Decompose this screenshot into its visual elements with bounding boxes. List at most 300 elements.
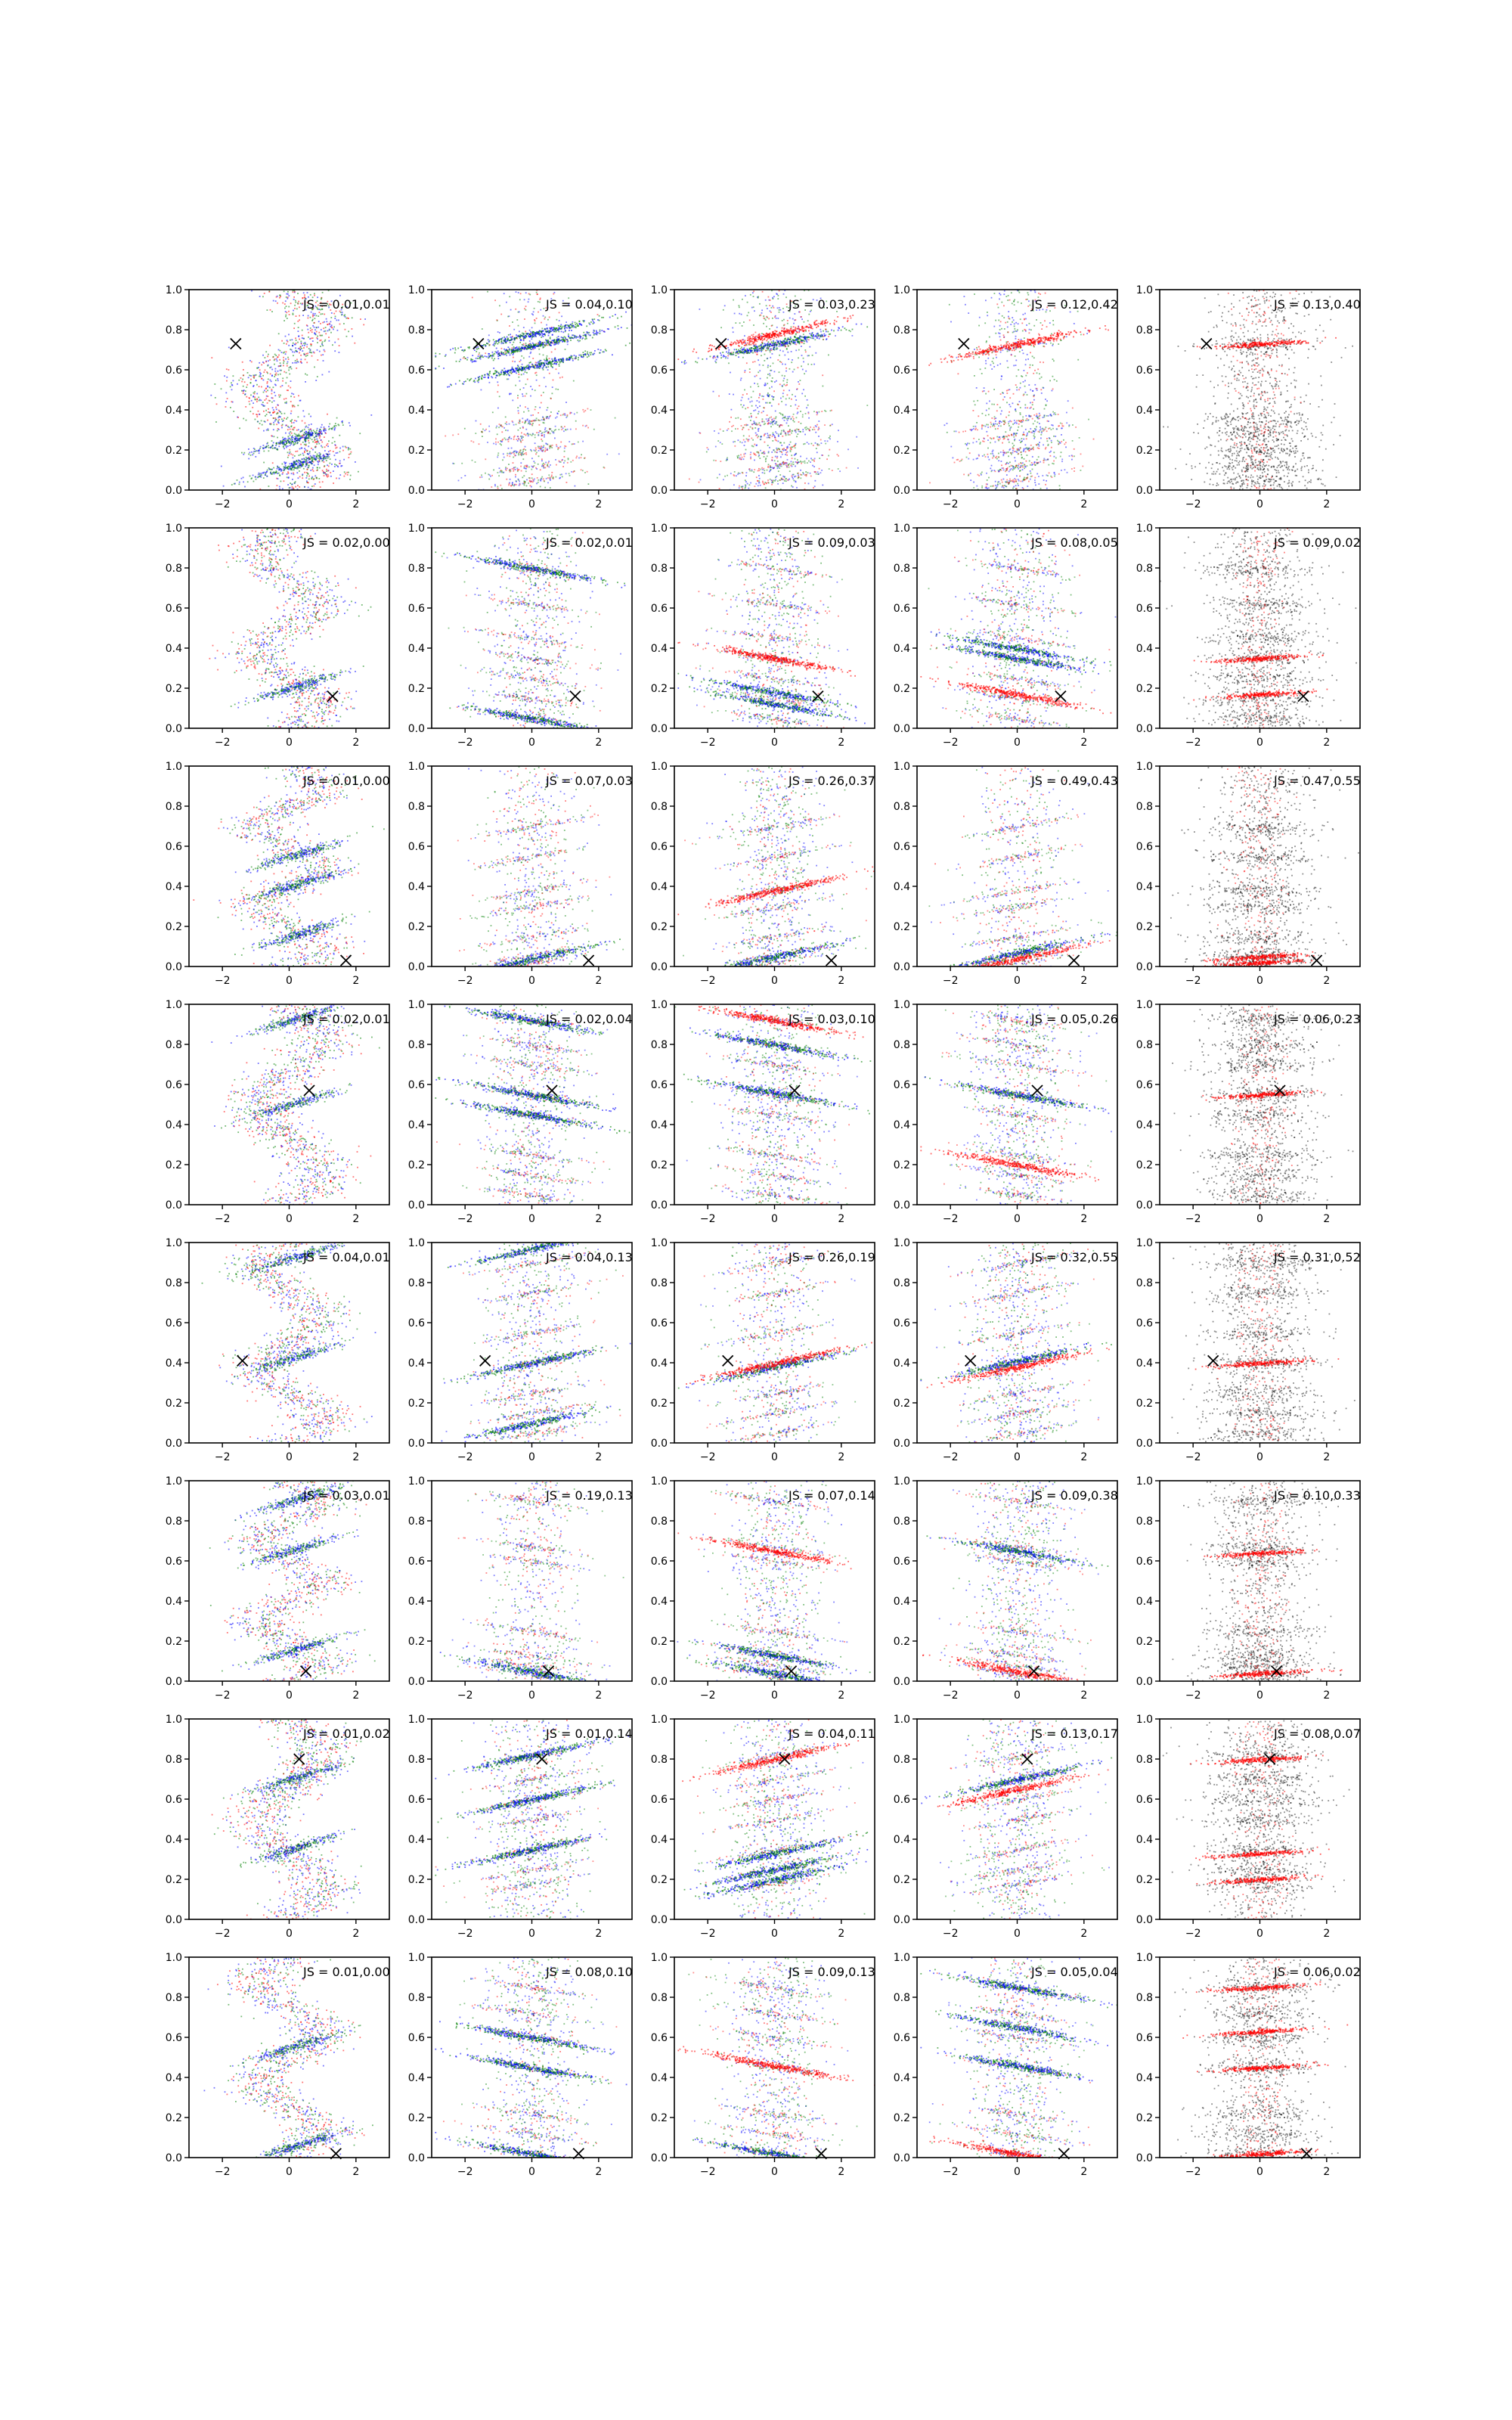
y-tick-label: 0.2	[408, 1636, 425, 1648]
y-tick-label: 0.8	[408, 324, 425, 337]
x-tick-label: −2	[1185, 1213, 1201, 1225]
scatter-points	[425, 1481, 633, 1689]
scatter-points	[413, 528, 634, 737]
x-tick-label: 2	[1080, 1689, 1087, 1702]
y-tick-label: 0.0	[408, 485, 425, 497]
y-tick-label: 0.0	[166, 485, 182, 497]
x-tick-label: 2	[1323, 2166, 1330, 2178]
y-tick-label: 0.6	[166, 841, 182, 853]
js-annotation: JS = 0.05,0.26	[1030, 1012, 1118, 1026]
x-tick-label: −2	[215, 975, 231, 987]
y-tick-label: 0.4	[1136, 1596, 1153, 1608]
x-tick-label: −2	[215, 1928, 231, 1940]
scatter-points	[210, 290, 372, 491]
y-tick-label: 0.2	[408, 1874, 425, 1886]
scatter-points	[922, 1481, 1114, 1689]
y-tick-label: 1.0	[166, 1475, 182, 1488]
scatter-points	[447, 766, 634, 983]
y-tick-label: 0.2	[651, 1874, 668, 1886]
panel-r8-c5	[1136, 1952, 1361, 2178]
y-tick-label: 0.8	[1136, 1992, 1153, 2004]
js-annotation: JS = 0.19,0.13	[545, 1488, 633, 1503]
y-tick-label: 0.8	[651, 563, 668, 575]
js-annotation: JS = 0.01,0.00	[302, 1965, 390, 1979]
y-tick-label: 0.2	[408, 445, 425, 457]
js-annotation: JS = 0.08,0.10	[545, 1965, 633, 1979]
y-tick-label: 1.0	[651, 1952, 668, 1964]
x-tick-label: −2	[943, 2166, 959, 2178]
y-tick-label: 0.4	[651, 1119, 668, 1131]
x-tick-label: 2	[1323, 1213, 1330, 1225]
panel-r1-c3	[651, 284, 876, 510]
x-marker	[1022, 1754, 1033, 1764]
y-tick-label: 0.6	[651, 841, 668, 853]
y-tick-label: 0.2	[894, 683, 910, 695]
y-tick-label: 0.4	[1136, 1834, 1153, 1846]
y-tick-label: 0.2	[651, 921, 668, 933]
panel-r1-c5	[1136, 284, 1361, 510]
y-tick-label: 0.4	[166, 1834, 182, 1846]
x-tick-label: 2	[595, 2166, 602, 2178]
y-tick-label: 0.2	[894, 1874, 910, 1886]
x-tick-label: 0	[1014, 2166, 1021, 2178]
x-marker	[231, 339, 241, 349]
x-tick-label: 2	[595, 1451, 602, 1463]
y-tick-label: 0.0	[1136, 1438, 1153, 1450]
scatter-points	[677, 766, 874, 978]
y-tick-label: 0.8	[1136, 324, 1153, 337]
x-tick-label: −2	[215, 737, 231, 749]
panel-r5-c5	[1136, 1237, 1361, 1463]
x-tick-label: −2	[1185, 2166, 1201, 2178]
y-tick-label: 0.6	[894, 1794, 910, 1806]
y-tick-label: 1.0	[166, 284, 182, 296]
y-tick-label: 1.0	[894, 523, 910, 535]
x-tick-label: 2	[838, 737, 844, 749]
x-tick-label: 0	[528, 1213, 535, 1225]
y-tick-label: 0.8	[651, 801, 668, 813]
x-tick-label: 0	[286, 1928, 293, 1940]
y-tick-label: 0.8	[408, 1516, 425, 1528]
y-tick-label: 0.6	[651, 1079, 668, 1091]
x-tick-label: −2	[943, 975, 959, 987]
x-tick-label: 0	[286, 737, 293, 749]
x-tick-label: −2	[943, 1689, 959, 1702]
x-tick-label: 0	[1014, 1928, 1021, 1940]
x-tick-label: 2	[352, 1689, 359, 1702]
y-tick-label: 0.6	[166, 1794, 182, 1806]
y-tick-label: 0.6	[166, 1556, 182, 1568]
y-tick-label: 0.6	[166, 603, 182, 615]
y-tick-label: 1.0	[651, 284, 668, 296]
x-tick-label: 0	[286, 1451, 293, 1463]
js-annotation: JS = 0.04,0.13	[545, 1250, 633, 1264]
y-tick-label: 0.4	[1136, 405, 1153, 417]
y-tick-label: 0.0	[408, 1676, 425, 1688]
y-tick-label: 0.4	[894, 1119, 910, 1131]
x-tick-label: −2	[457, 975, 473, 987]
js-annotation: JS = 0.04,0.10	[545, 297, 633, 312]
x-tick-label: 2	[352, 1451, 359, 1463]
x-tick-label: 2	[352, 1928, 359, 1940]
scatter-points	[677, 290, 875, 495]
y-tick-label: 1.0	[408, 999, 425, 1011]
x-marker	[1312, 955, 1322, 966]
js-annotation: JS = 0.13,0.17	[1030, 1727, 1118, 1741]
y-tick-label: 0.4	[166, 1596, 182, 1608]
scatter-points	[435, 1957, 633, 2174]
x-tick-label: −2	[943, 1928, 959, 1940]
y-tick-label: 0.6	[894, 1556, 910, 1568]
y-tick-label: 0.0	[894, 485, 910, 497]
scatter-points	[1142, 766, 1392, 977]
y-tick-label: 1.0	[894, 1952, 910, 1964]
panel-r2-c5	[1136, 523, 1361, 749]
y-tick-label: 0.0	[651, 1914, 668, 1926]
js-annotation: JS = 0.03,0.10	[788, 1012, 875, 1026]
x-tick-label: 2	[838, 498, 844, 510]
y-tick-label: 0.2	[1136, 683, 1153, 695]
js-annotation: JS = 0.01,0.02	[302, 1727, 390, 1741]
y-tick-label: 0.8	[651, 324, 668, 337]
panel-r2-c4	[894, 523, 1119, 749]
y-tick-label: 0.4	[408, 1834, 425, 1846]
axes-frame	[917, 528, 1117, 728]
y-tick-label: 0.0	[894, 961, 910, 973]
y-tick-label: 0.2	[166, 1398, 182, 1410]
scatter-points	[202, 1236, 376, 1444]
x-tick-label: 0	[1256, 1213, 1263, 1225]
x-tick-label: 2	[352, 975, 359, 987]
scatter-points	[921, 1719, 1112, 1921]
js-annotation: JS = 0.31,0.52	[1273, 1250, 1361, 1264]
y-tick-label: 0.4	[894, 1834, 910, 1846]
x-tick-label: −2	[457, 498, 473, 510]
js-annotation: JS = 0.26,0.19	[788, 1250, 875, 1264]
js-annotation: JS = 0.01,0.00	[302, 774, 390, 788]
x-tick-label: 0	[1256, 1689, 1263, 1702]
y-tick-label: 1.0	[166, 761, 182, 773]
x-marker	[341, 955, 352, 966]
js-annotation: JS = 0.47,0.55	[1273, 774, 1361, 788]
x-tick-label: −2	[700, 1213, 716, 1225]
y-tick-label: 0.6	[408, 1556, 425, 1568]
js-annotation: JS = 0.12,0.42	[1030, 297, 1118, 312]
x-marker	[480, 1355, 491, 1366]
panel-r1-c2	[408, 284, 634, 510]
x-tick-label: −2	[1185, 1451, 1201, 1463]
x-tick-label: 2	[838, 1213, 844, 1225]
axes-frame	[1160, 1243, 1360, 1443]
scatter-points	[435, 1720, 643, 1921]
panel-r6-c4	[894, 1475, 1118, 1702]
y-tick-label: 0.2	[651, 1636, 668, 1648]
y-tick-label: 0.0	[894, 723, 910, 735]
x-marker	[570, 691, 581, 702]
scatter-points	[1145, 1004, 1368, 1205]
y-tick-label: 0.8	[166, 1039, 182, 1051]
y-tick-label: 0.2	[894, 1636, 910, 1648]
panel-r4-c5	[1136, 999, 1368, 1225]
y-tick-label: 0.4	[894, 1357, 910, 1370]
scatter-points	[1160, 528, 1357, 729]
y-tick-label: 0.6	[408, 1794, 425, 1806]
x-tick-label: 0	[1014, 1689, 1021, 1702]
panel-r4-c1	[166, 992, 394, 1225]
axes-frame	[674, 1957, 875, 2158]
panel-r6-c2	[408, 1475, 634, 1702]
axes-frame	[1160, 1481, 1360, 1681]
js-annotation: JS = 0.04,0.11	[788, 1727, 875, 1741]
y-tick-label: 0.8	[1136, 1039, 1153, 1051]
x-tick-label: −2	[700, 498, 716, 510]
x-tick-label: 2	[1323, 498, 1330, 510]
y-tick-label: 0.2	[1136, 1398, 1153, 1410]
x-tick-label: 0	[771, 975, 778, 987]
y-tick-label: 0.0	[1136, 2152, 1153, 2164]
x-tick-label: −2	[700, 1451, 716, 1463]
y-tick-label: 0.4	[408, 643, 425, 655]
y-tick-label: 0.0	[166, 1676, 182, 1688]
panel-r5-c3	[651, 1237, 876, 1463]
y-tick-label: 0.0	[894, 1438, 910, 1450]
y-tick-label: 0.2	[166, 445, 182, 457]
scatter-points	[675, 999, 872, 1211]
y-tick-label: 1.0	[1136, 1237, 1153, 1249]
y-tick-label: 0.8	[408, 1754, 425, 1766]
x-tick-label: 0	[771, 1213, 778, 1225]
x-tick-label: 0	[1256, 498, 1263, 510]
x-tick-label: 2	[595, 1928, 602, 1940]
panel-r4-c3	[651, 999, 875, 1225]
y-tick-label: 0.4	[651, 405, 668, 417]
y-tick-label: 0.8	[894, 801, 910, 813]
x-marker	[584, 955, 594, 966]
y-tick-label: 1.0	[651, 523, 668, 535]
x-tick-label: 0	[286, 498, 293, 510]
y-tick-label: 0.6	[651, 365, 668, 377]
scatter-points	[1141, 1720, 1371, 1921]
panel-r4-c4	[894, 999, 1119, 1225]
js-annotation: JS = 0.01,0.01	[302, 297, 390, 312]
y-tick-label: 0.4	[1136, 881, 1153, 893]
y-tick-label: 0.0	[651, 961, 668, 973]
panel-r2-c2	[408, 523, 634, 749]
panel-r5-c2	[408, 1227, 634, 1463]
x-tick-label: 2	[1080, 498, 1087, 510]
y-tick-label: 1.0	[408, 1952, 425, 1964]
y-tick-label: 0.6	[651, 1794, 668, 1806]
y-tick-label: 0.0	[894, 1199, 910, 1212]
y-tick-label: 0.4	[894, 881, 910, 893]
x-tick-label: 0	[771, 737, 778, 749]
y-tick-label: 1.0	[408, 761, 425, 773]
panel-r6-c1	[166, 1475, 390, 1702]
y-tick-label: 0.2	[894, 1398, 910, 1410]
y-tick-label: 1.0	[1136, 999, 1153, 1011]
y-tick-label: 0.8	[651, 1992, 668, 2004]
y-tick-label: 1.0	[166, 523, 182, 535]
x-tick-label: 0	[286, 1213, 293, 1225]
scatter-points	[928, 290, 1119, 494]
y-tick-label: 0.2	[1136, 1874, 1153, 1886]
y-tick-label: 0.2	[166, 1159, 182, 1171]
y-tick-label: 0.0	[166, 1199, 182, 1212]
y-tick-label: 1.0	[894, 1237, 910, 1249]
y-tick-label: 0.8	[408, 1277, 425, 1289]
js-annotation: JS = 0.09,0.38	[1030, 1488, 1118, 1503]
x-tick-label: −2	[215, 1689, 231, 1702]
y-tick-label: 0.8	[651, 1754, 668, 1766]
js-annotation: JS = 0.08,0.07	[1273, 1727, 1361, 1741]
js-annotation: JS = 0.03,0.23	[788, 297, 875, 312]
x-tick-label: −2	[457, 1213, 473, 1225]
y-tick-label: 0.8	[166, 1277, 182, 1289]
panel-r6-c3	[651, 1475, 876, 1702]
x-tick-label: 0	[771, 1451, 778, 1463]
y-tick-label: 0.4	[894, 1596, 910, 1608]
y-tick-label: 1.0	[408, 284, 425, 296]
x-marker	[1069, 955, 1080, 966]
y-tick-label: 0.8	[166, 801, 182, 813]
y-tick-label: 0.8	[1136, 1277, 1153, 1289]
panel-r7-c4	[894, 1714, 1118, 1940]
js-annotation: JS = 0.09,0.02	[1273, 535, 1361, 550]
js-annotation: JS = 0.03,0.01	[302, 1488, 390, 1503]
y-tick-label: 0.6	[1136, 841, 1153, 853]
x-tick-label: 0	[1256, 1451, 1263, 1463]
x-tick-label: 2	[352, 1213, 359, 1225]
panel-r7-c3	[651, 1714, 876, 1940]
y-tick-label: 0.0	[166, 723, 182, 735]
y-tick-label: 1.0	[894, 999, 910, 1011]
y-tick-label: 0.4	[894, 2072, 910, 2084]
x-tick-label: 0	[771, 1928, 778, 1940]
y-tick-label: 0.2	[1136, 1159, 1153, 1171]
axes-frame	[189, 1957, 389, 2158]
y-tick-label: 0.8	[894, 324, 910, 337]
x-tick-label: −2	[1185, 1689, 1201, 1702]
scatter-points	[673, 1719, 876, 1919]
y-tick-label: 0.4	[894, 643, 910, 655]
y-tick-label: 0.0	[1136, 1199, 1153, 1212]
y-tick-label: 0.8	[166, 324, 182, 337]
y-tick-label: 0.8	[651, 1277, 668, 1289]
y-tick-label: 0.8	[894, 1992, 910, 2004]
panel-r7-c5	[1136, 1714, 1371, 1940]
x-tick-label: −2	[457, 2166, 473, 2178]
x-tick-label: 0	[1014, 737, 1021, 749]
x-marker	[959, 339, 969, 349]
y-tick-label: 0.6	[1136, 603, 1153, 615]
x-tick-label: 2	[595, 1213, 602, 1225]
y-tick-label: 0.4	[408, 2072, 425, 2084]
panel-r8-c4	[894, 1952, 1118, 2178]
y-tick-label: 0.2	[894, 445, 910, 457]
js-annotation: JS = 0.09,0.03	[788, 535, 875, 550]
x-tick-label: 2	[595, 737, 602, 749]
x-tick-label: 2	[1323, 1451, 1330, 1463]
js-annotation: JS = 0.02,0.00	[302, 535, 390, 550]
y-tick-label: 0.2	[894, 1159, 910, 1171]
y-tick-label: 0.6	[408, 365, 425, 377]
y-tick-label: 0.2	[166, 1636, 182, 1648]
x-tick-label: 0	[528, 1689, 535, 1702]
y-tick-label: 0.8	[894, 1039, 910, 1051]
x-marker	[304, 1085, 314, 1096]
x-tick-label: −2	[700, 1928, 716, 1940]
axes-frame	[432, 1243, 632, 1443]
axes-frame	[917, 766, 1117, 966]
y-tick-label: 0.4	[166, 1357, 182, 1370]
y-tick-label: 0.0	[651, 1438, 668, 1450]
y-tick-label: 0.6	[408, 841, 425, 853]
y-tick-label: 1.0	[1136, 523, 1153, 535]
axes-frame	[189, 290, 389, 490]
y-tick-label: 1.0	[1136, 761, 1153, 773]
x-tick-label: −2	[1185, 498, 1201, 510]
x-tick-label: −2	[700, 1689, 716, 1702]
x-tick-label: 2	[1323, 737, 1330, 749]
panel-r7-c2	[408, 1714, 643, 1940]
scatter-points	[1163, 290, 1353, 491]
x-marker	[826, 955, 837, 966]
y-tick-label: 0.0	[166, 1438, 182, 1450]
x-tick-label: 2	[352, 2166, 359, 2178]
x-tick-label: −2	[943, 1213, 959, 1225]
y-tick-label: 0.8	[166, 1754, 182, 1766]
y-tick-label: 0.4	[408, 1357, 425, 1370]
panel-r8-c1	[166, 1952, 390, 2178]
x-tick-label: 0	[528, 498, 535, 510]
js-annotation: JS = 0.06,0.23	[1273, 1012, 1361, 1026]
y-tick-label: 0.0	[408, 961, 425, 973]
js-annotation: JS = 0.05,0.04	[1030, 1965, 1118, 1979]
y-tick-label: 0.8	[408, 1039, 425, 1051]
y-tick-label: 0.0	[894, 1676, 910, 1688]
scatter-points	[193, 766, 384, 968]
x-tick-label: 0	[528, 1451, 535, 1463]
y-tick-label: 0.6	[1136, 2032, 1153, 2044]
panel-r3-c5	[1136, 761, 1392, 987]
y-tick-label: 0.0	[408, 2152, 425, 2164]
y-tick-label: 1.0	[651, 1714, 668, 1726]
scatter-points	[212, 1719, 362, 1920]
y-tick-label: 1.0	[651, 999, 668, 1011]
x-tick-label: −2	[943, 737, 959, 749]
x-tick-label: 0	[1014, 975, 1021, 987]
y-tick-label: 0.2	[166, 683, 182, 695]
panel-r2-c3	[651, 523, 876, 749]
js-annotation: JS = 0.07,0.03	[545, 774, 633, 788]
x-tick-label: −2	[457, 1928, 473, 1940]
y-tick-label: 0.6	[651, 603, 668, 615]
y-tick-label: 0.4	[894, 405, 910, 417]
y-tick-label: 1.0	[1136, 1952, 1153, 1964]
scatter-points	[678, 1243, 876, 1450]
js-annotation: JS = 0.08,0.05	[1030, 535, 1118, 550]
y-tick-label: 0.6	[894, 2032, 910, 2044]
y-tick-label: 0.4	[1136, 643, 1153, 655]
y-tick-label: 0.4	[651, 2072, 668, 2084]
y-tick-label: 1.0	[651, 761, 668, 773]
x-marker	[294, 1754, 305, 1764]
x-tick-label: 2	[595, 975, 602, 987]
x-tick-label: 2	[1323, 1689, 1330, 1702]
x-tick-label: 2	[1080, 1213, 1087, 1225]
js-annotation: JS = 0.10,0.33	[1273, 1488, 1361, 1503]
panel-r2-c1	[166, 523, 390, 749]
